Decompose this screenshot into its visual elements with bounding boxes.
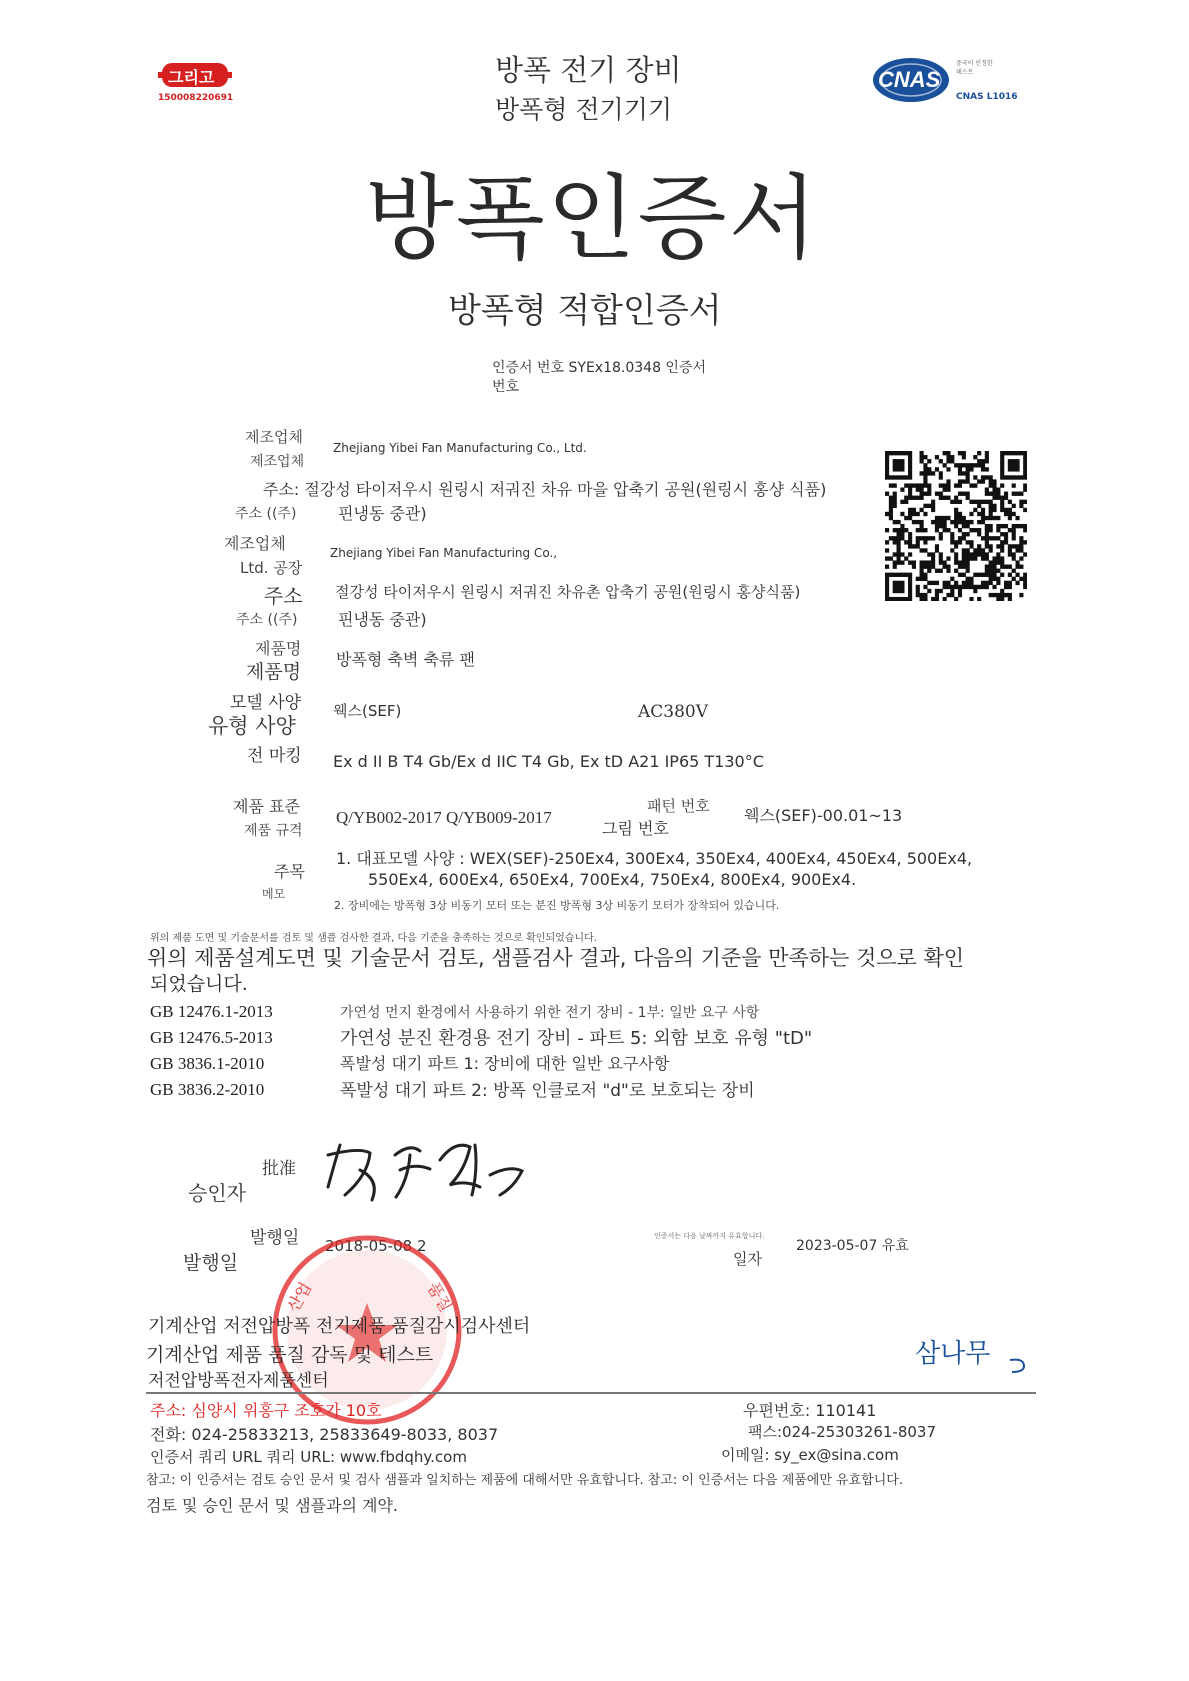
standard-desc: 가연성 먼지 환경에서 사용하기 위한 전기 장비 - 1부: 일반 요구 사항 xyxy=(340,1005,760,1021)
left-logo xyxy=(158,60,234,103)
factory-label-b: Ltd. 공장 xyxy=(240,559,303,577)
contact-email[interactable]: 이메일: sy_ex@sina.com xyxy=(721,1446,899,1464)
org-line1: 기계산업 저전압방폭 전기제품 품질감시검사센터 xyxy=(148,1316,531,1337)
valid-label: 일자 xyxy=(733,1250,762,1268)
marking-label: 전 마킹 xyxy=(247,746,302,766)
approver-label: 승인자 xyxy=(188,1181,246,1205)
pattern-label-a: 패턴 번호 xyxy=(647,797,710,815)
stamp-text-a: 산업 xyxy=(283,1278,316,1316)
std-label-b: 제품 규격 xyxy=(244,823,303,839)
footer-note-line1: 참고: 이 인증서는 검토 승인 문서 및 검사 샘플과 일치하는 제품에 대해서만 유효합니다. 참고: 이 인증서는 다음 제품에만 유효합니다. xyxy=(146,1473,903,1488)
marking-value: Ex d II B T4 Gb/Ex d IIC T4 Gb, Ex tD A21 IP65 T130°C xyxy=(333,752,764,771)
address-line1: 주소: 절강성 타이저우시 원링시 저궈진 차유 마을 압축기 공원(원링시 홍샹 식품) xyxy=(263,480,827,499)
issue-label-a: 발행일 xyxy=(250,1228,300,1248)
mfr-value: Zhejiang Yibei Fan Manufacturing Co., Ltd. xyxy=(333,441,587,455)
standard-desc: 폭발성 대기 파트 1: 장비에 대한 일반 요구사항 xyxy=(340,1054,670,1073)
cnas-small-text: 중국이 인정한 테스트 xyxy=(956,60,993,76)
contact-url[interactable]: 인증서 쿼리 URL 쿼리 URL: www.fbdqhy.com xyxy=(150,1448,467,1466)
samnamu-mark-icon xyxy=(1006,1352,1030,1376)
cnas-logo-text: CNAS xyxy=(878,67,941,92)
contact-address: 주소: 심양시 위홍구 조호가 10호 xyxy=(150,1401,382,1420)
standard-code: GB 12476.1-2013 xyxy=(150,1002,273,1021)
standards-list xyxy=(150,1002,1050,1112)
qr-code xyxy=(885,451,1027,601)
footer-divider xyxy=(146,1392,1036,1394)
left-logo-number: 150008220691 xyxy=(158,93,234,103)
qr-code-image xyxy=(885,451,1027,601)
factory-value: Zhejiang Yibei Fan Manufacturing Co., xyxy=(330,546,558,560)
cnas-logo xyxy=(870,55,1030,115)
address-line2: 핀냉동 중관) xyxy=(338,504,427,523)
product-label-a: 제품명 xyxy=(255,639,302,658)
header-line1: 방폭 전기 장비 xyxy=(495,53,682,87)
mfr-label-a: 제조업체 xyxy=(245,428,303,446)
approver-cn-label: 批准 xyxy=(262,1159,296,1179)
factory-label-a: 제조업체 xyxy=(224,534,286,553)
product-label-b: 제품명 xyxy=(246,661,302,683)
org-line3: 저전압방폭전자제품센터 xyxy=(148,1371,329,1391)
cert-number-b: 번호 xyxy=(492,379,520,395)
note-line1: 1. 대표모델 사양 : WEX(SEF)-250Ex4, 300Ex4, 350Ex4, 400Ex4, 450Ex4, 500Ex4, xyxy=(336,849,973,868)
model-label-a: 모델 사양 xyxy=(230,693,302,713)
statement-big-line1: 위의 제품설계도면 및 기술문서 검토, 샘플검사 결과, 다음의 기준을 만족하는 것으로 확인 xyxy=(147,946,965,970)
mfr-label-b: 제조업체 xyxy=(250,454,305,470)
std-value: Q/YB002-2017 Q/YB009-2017 xyxy=(336,808,552,827)
header-line2: 방폭형 전기기기 xyxy=(495,95,672,124)
voltage-value: AC380V xyxy=(638,702,709,722)
issue-date: 2018-05-08 2 xyxy=(325,1237,427,1255)
model-label-b: 유형 사양 xyxy=(208,714,296,738)
signature xyxy=(300,1125,540,1215)
address2-label-a: 주소 xyxy=(264,584,303,608)
address2-line2: 핀냉동 중관) xyxy=(338,610,427,629)
standard-desc: 가연성 분진 환경용 전기 장비 - 파트 5: 외함 보호 유형 "tD" xyxy=(340,1028,813,1049)
product-value: 방폭형 축벽 축류 팬 xyxy=(336,650,475,669)
stamp-text-b: 품질 xyxy=(423,1278,456,1316)
statement-big-line2: 되었습니다. xyxy=(150,973,248,995)
standard-code: GB 12476.5-2013 xyxy=(150,1028,273,1047)
valid-date: 2023-05-07 유효 xyxy=(796,1238,909,1254)
address2-line1: 절강성 타이저우시 원링시 저궈진 차유촌 압축기 공원(원링시 홍샹식품) xyxy=(335,583,801,601)
std-label-a: 제품 표준 xyxy=(233,797,300,816)
samnamu-mark: 삼나무 xyxy=(915,1339,991,1369)
contact-postal: 우편번호: 110141 xyxy=(743,1401,877,1420)
contact-fax: 팩스:024-25303261-8037 xyxy=(748,1423,937,1441)
note-label-b: 메모 xyxy=(262,887,286,901)
standard-code: GB 3836.1-2010 xyxy=(150,1054,265,1073)
statement-small: 위의 제품 도면 및 기술문서를 검토 및 샘플 검사한 결과, 다음 기준을 충족하는 것으로 확인되었습니다. xyxy=(150,933,597,944)
pattern-label-b: 그림 번호 xyxy=(602,819,669,838)
left-logo-text: 그리고 xyxy=(168,68,215,87)
standard-code: GB 3836.2-2010 xyxy=(150,1080,265,1099)
cnas-code: CNAS L1016 xyxy=(956,92,1018,102)
contact-phone: 전화: 024-25833213, 25833649-8033, 8037 xyxy=(150,1425,499,1444)
cert-number-a: 인증서 번호 SYEx18.0348 인증서 xyxy=(492,360,707,376)
standard-desc: 폭발성 대기 파트 2: 방폭 인클로저 "d"로 보호되는 장비 xyxy=(340,1081,755,1101)
page-subtitle: 방폭형 적합인증서 xyxy=(448,291,722,331)
address-label: 주소 ((주) xyxy=(235,506,297,522)
footer-note-line2: 검토 및 승인 문서 및 샘플과의 계약. xyxy=(146,1496,398,1515)
pattern-value: 웩스(SEF)-00.01~13 xyxy=(744,806,903,825)
org-line2: 기계산업 제품 품질 감독 및 테스트 xyxy=(146,1344,434,1366)
model-value: 웩스(SEF) xyxy=(333,702,402,720)
note-label-a: 주목 xyxy=(274,862,305,881)
note-line3: 2. 장비에는 방폭형 3상 비동기 모터 또는 분진 방폭형 3상 비동기 모터가 장착되어 있습니다. xyxy=(334,899,780,912)
valid-small: 인증서는 다음 날짜까지 유효합니다. xyxy=(654,1232,765,1240)
page-title: 방폭인증서 xyxy=(365,165,820,272)
address2-label-b: 주소 ((주) xyxy=(236,612,298,628)
issue-label-b: 발행일 xyxy=(183,1252,239,1274)
note-line2: 550Ex4, 600Ex4, 650Ex4, 700Ex4, 750Ex4, 800Ex4, 900Ex4. xyxy=(368,870,857,889)
